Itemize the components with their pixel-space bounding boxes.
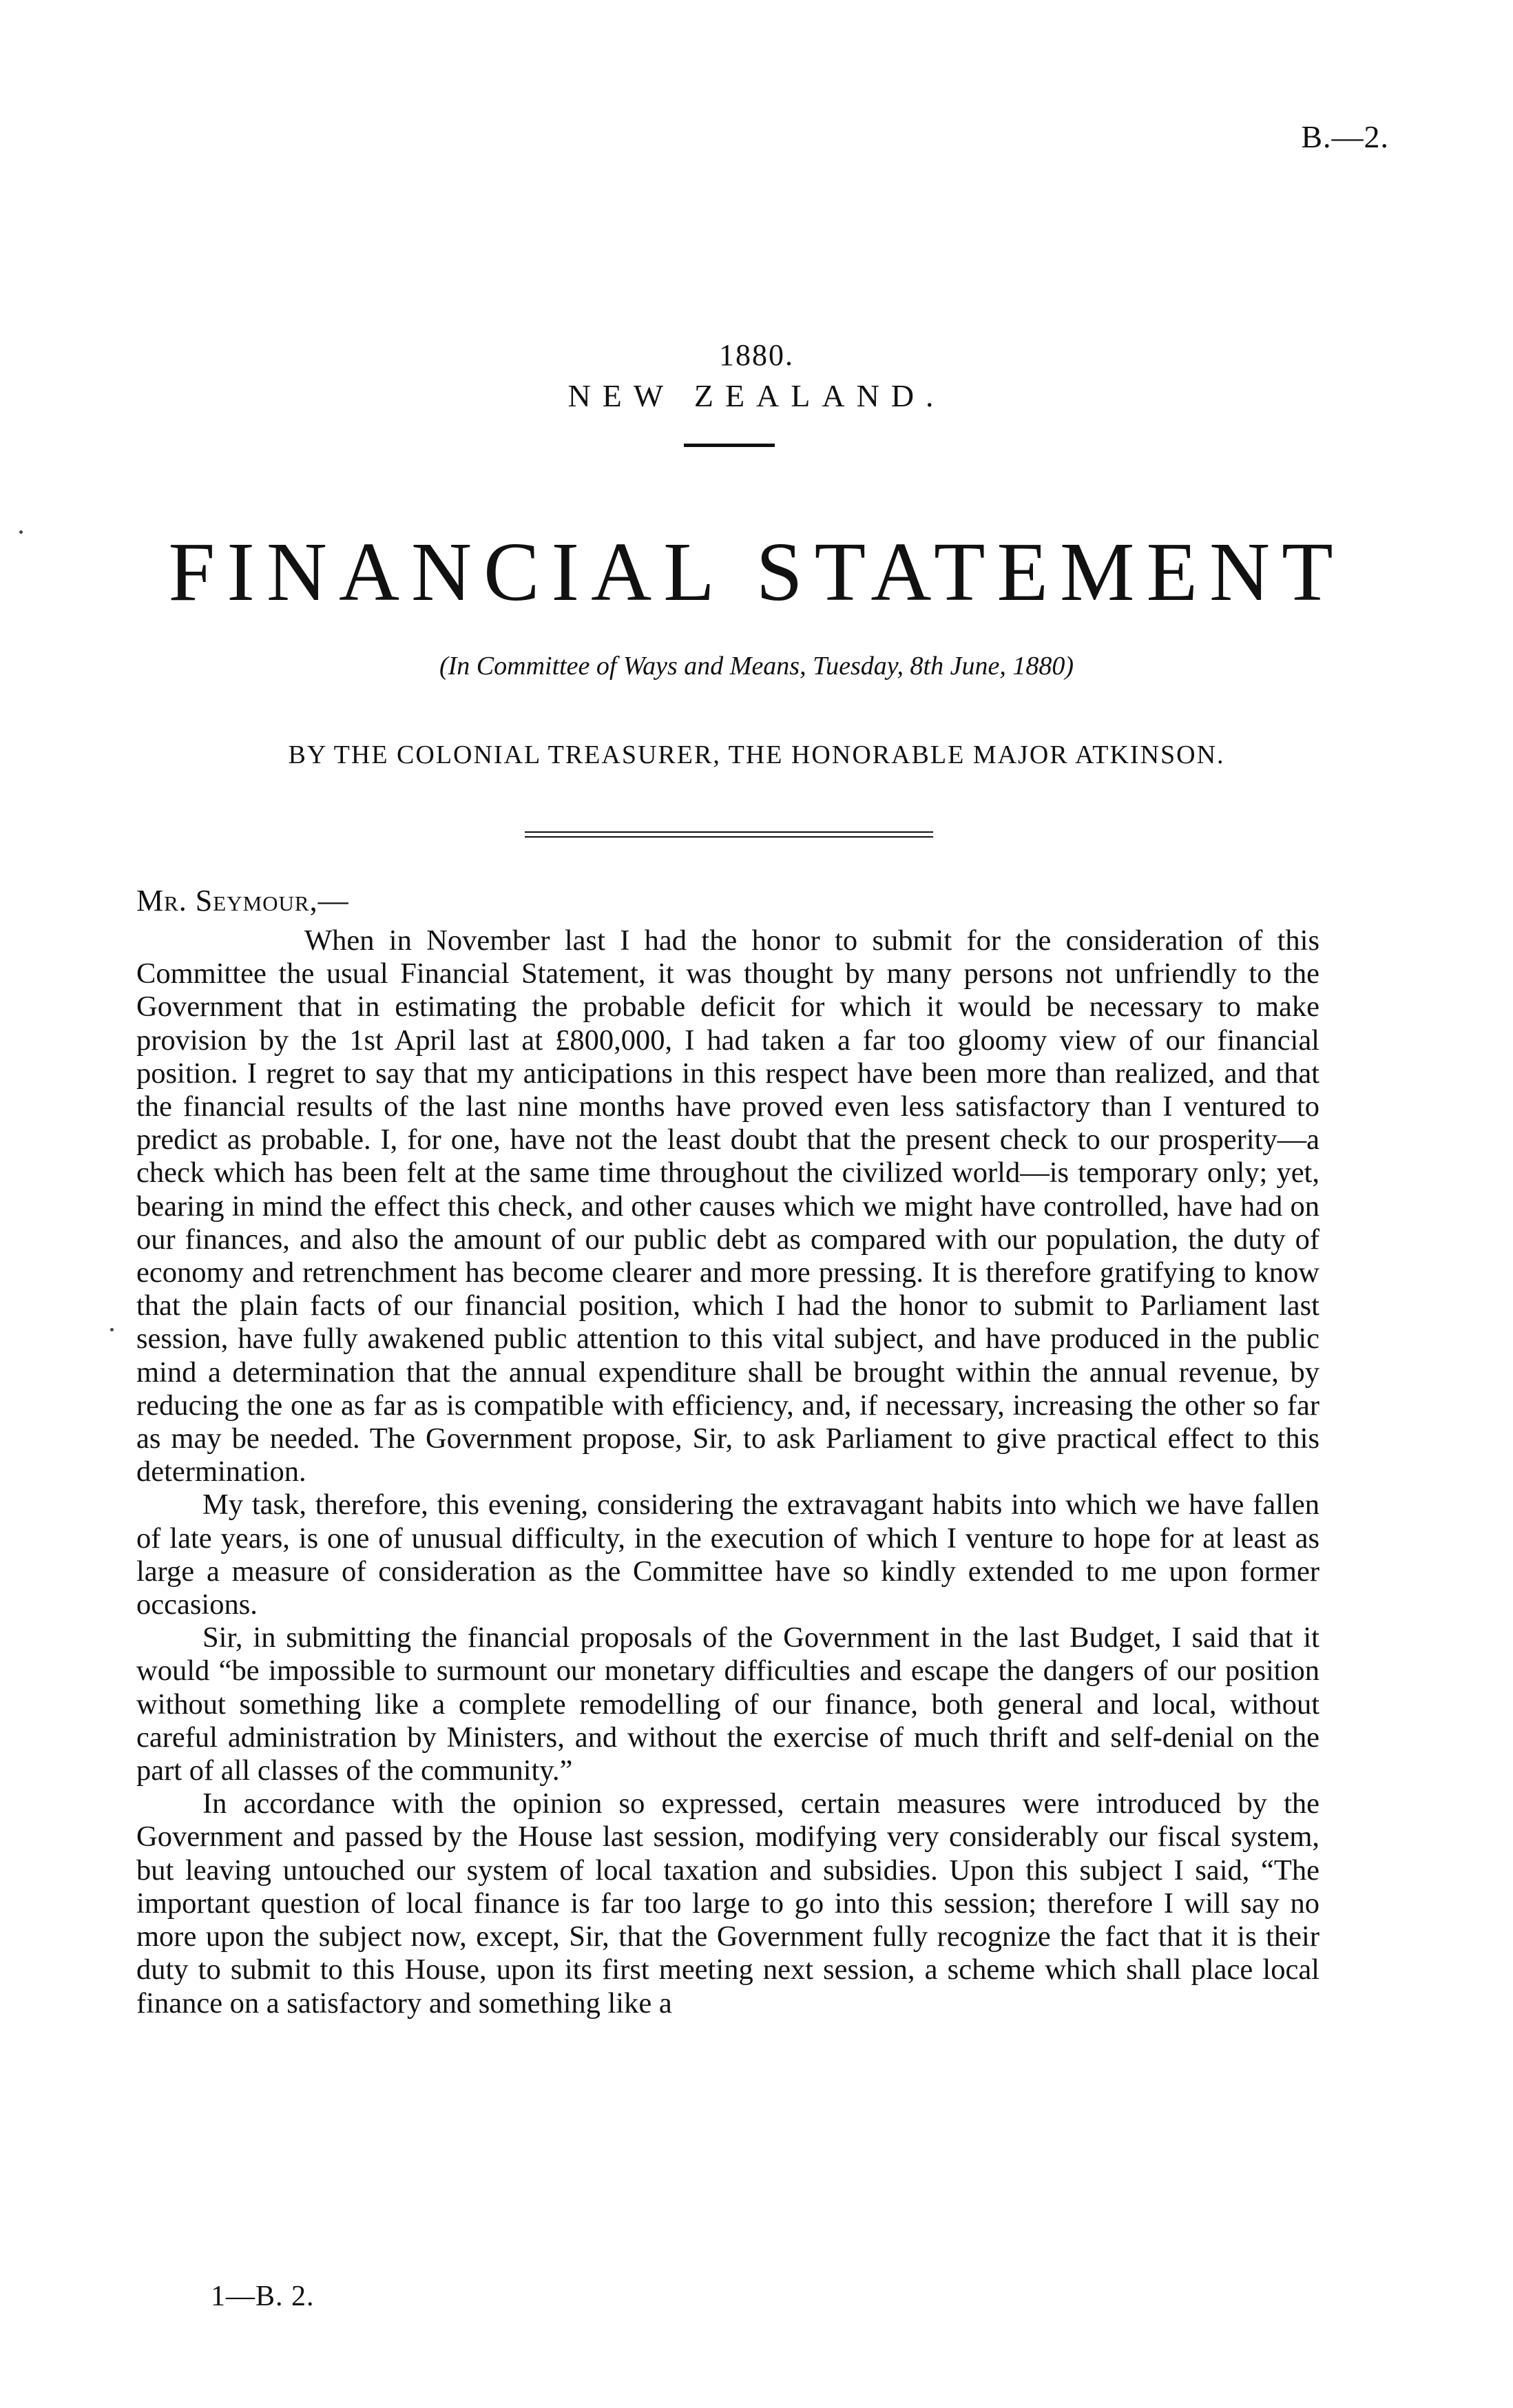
scan-speck [110,1328,114,1331]
paragraph-2: My task, therefore, this evening, considering the extravagant habits into which we have fallen of late years, is one of unusual difficulty, in the execution of which I venture to hope for at least as large a measure of consideration as the Committee have so kindly extended to me upon former occasions. [136,1488,1319,1621]
page-reference: B.—2. [1301,119,1389,154]
document-country: NEW ZEALAND. [567,378,946,413]
header-rule [684,444,775,447]
document-byline: BY THE COLONIAL TREASURER, THE HONORABLE MAJOR ATKINSON. [288,740,1225,769]
paragraph-3: Sir, in submitting the financial proposals of the Government in the last Budget, I said that it would “be impossible to surmount our monetary difficulties and escape the dangers of our position without something like a complete remodelling of our finance, both general and local, without careful administration by Ministers, and without the exercise of much thrift and self-denial on the part of all classes of the community.” [136,1621,1319,1787]
document-title: FINANCIAL STATEMENT [168,526,1345,619]
salutation: Mr. Seymour,— [136,884,349,917]
paragraph-1: When in November last I had the honor to submit for the consideration of this Committee the usual Financial Statement, it was thought by many persons not unfriendly to the Government that in estimating the probable deficit for which it would be necessary to make provision by the 1st April last at £800,000, I had taken a far too gloomy view of our financial position. I regret to say that my anticipations in this respect have been more than realized, and that the financial results of the last nine months have proved even less satisfactory than I ventured to predict as probable. I, for one, have not the least doubt that the present check to our prosperity—a check which has been felt at the same time throughout the civilized world—is temporary only; yet, bearing in mind the effect this check, and other causes which we might have controlled, have had on our finances, and also the amount of our public debt as compared with our population, the duty of economy and retrenchment has become clearer and more pressing. It is therefore gratifying to know that the plain facts of our financial position, which I had the honor to submit to Parliament last session, have fully awakened public attention to this vital subject, and have produced in the public mind a determination that the annual expenditure shall be brought within the annual revenue, by reducing the one as far as is compatible with efficiency, and, if necessary, increasing the other so far as may be needed. The Government propose, Sir, to ask Parliament to give practical effect to this determination. [136,924,1319,1488]
body-text [136,924,1319,2020]
title-double-rule [525,831,933,838]
document-year: 1880. [719,338,794,372]
page-signature: 1—B. 2. [211,2281,315,2312]
document-subtitle: (In Committee of Ways and Means, Tuesday, 8th June, 1880) [439,652,1074,681]
scan-speck [19,530,23,534]
paragraph-4: In accordance with the opinion so expressed, certain measures were introduced by the Government and passed by the House last session, modifying very considerably our fiscal system, but leaving untouched our system of local taxation and subsidies. Upon this subject I said, “The important question of local finance is far too large to go into this session; therefore I will say no more upon the subject now, except, Sir, that the Government fully recognize the fact that it is their duty to submit to this House, upon its first meeting next session, a scheme which shall place local finance on a satisfactory and something like a [136,1787,1319,2020]
